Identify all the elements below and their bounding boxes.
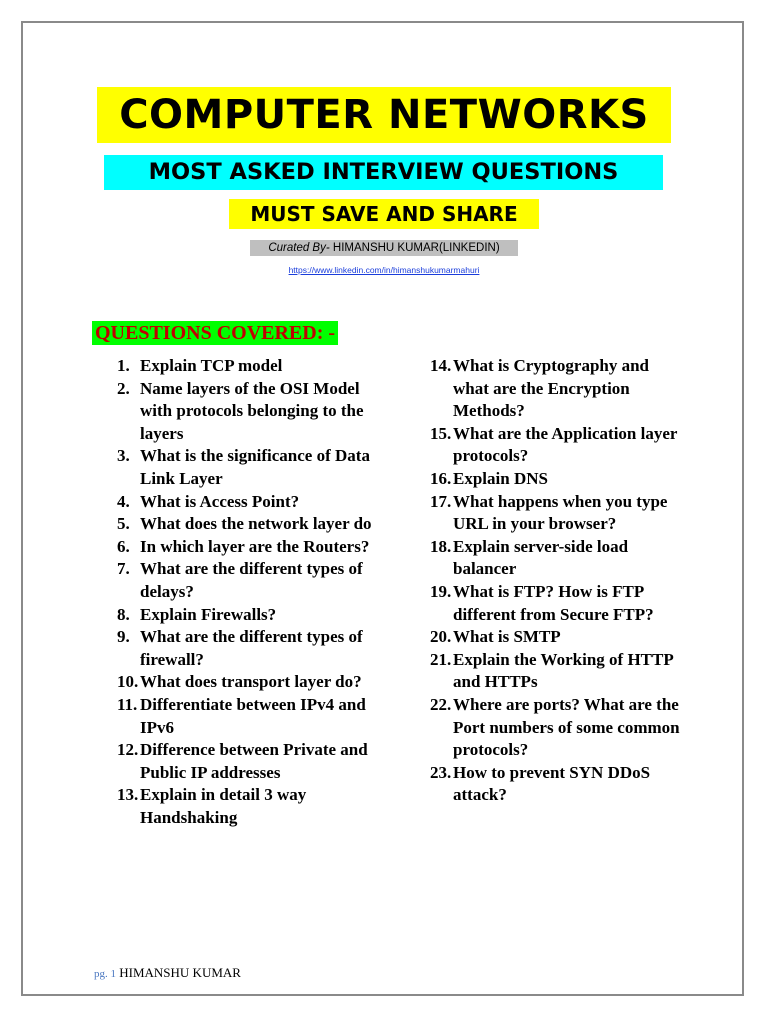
curated-prefix: Curated By- <box>268 242 330 254</box>
question-item: 7. What are the different types of delays? <box>117 559 363 601</box>
question-item: 12. Difference between Private and Public IP addresses <box>117 740 368 782</box>
question-item: 9. What are the different types of firewall? <box>117 627 363 669</box>
question-item: 3. What is the significance of Data Link Layer <box>117 446 370 488</box>
question-item: 11. Differentiate between IPv4 and IPv6 <box>117 694 366 737</box>
question-item: 18. Explain server-side load balancer <box>430 536 629 579</box>
question-item: 21. Explain the Working of HTTP and HTTPs <box>430 649 673 692</box>
questions-covered-heading: QUESTIONS COVERED: - <box>92 321 338 345</box>
question-item: 14. What is Cryptography and what are the Encryption Methods? <box>430 356 650 421</box>
question-item: 20. What is SMTP <box>430 627 561 647</box>
question-item: 17. What happens when you type URL in your browser? <box>430 491 668 534</box>
question-item: 8. Explain Firewalls? <box>117 604 277 624</box>
question-item: 22. Where are ports? What are the Port numbers of some common protocols? <box>430 694 680 760</box>
page-footer <box>94 965 241 981</box>
question-item: 16. Explain DNS <box>430 468 548 488</box>
question-item: 13. Explain in detail 3 way Handshaking <box>117 785 307 827</box>
page-title: COMPUTER NETWORKS <box>97 87 671 143</box>
question-item: 4. What is Access Point? <box>117 491 300 511</box>
question-item: 23. How to prevent SYN DDoS attack? <box>430 762 651 805</box>
question-item: 1. Explain TCP model <box>117 356 283 375</box>
questions-list-right <box>430 355 680 807</box>
tagline: MUST SAVE AND SHARE <box>229 199 539 229</box>
linkedin-link[interactable]: https://www.linkedin.com/in/himanshukumarmahuri <box>288 265 480 275</box>
curated-by <box>250 240 518 256</box>
page-subtitle: MOST ASKED INTERVIEW QUESTIONS <box>104 155 663 190</box>
question-item: 6. In which layer are the Routers? <box>117 536 370 556</box>
footer-author: HIMANSHU KUMAR <box>119 965 241 980</box>
question-item: 15. What are the Application layer protocols? <box>430 423 678 466</box>
question-item: 10. What does transport layer do? <box>117 672 362 692</box>
curator-name: HIMANSHU KUMAR(LINKEDIN) <box>329 242 500 254</box>
question-item: 5. What does the network layer do <box>117 514 372 534</box>
question-item: 2. Name layers of the OSI Model with protocols belonging to the layers <box>117 378 364 443</box>
question-item: 19. What is FTP? How is FTP different from Secure FTP? <box>430 581 654 624</box>
page-number: pg. 1 <box>94 968 116 980</box>
questions-list-left <box>117 355 372 829</box>
